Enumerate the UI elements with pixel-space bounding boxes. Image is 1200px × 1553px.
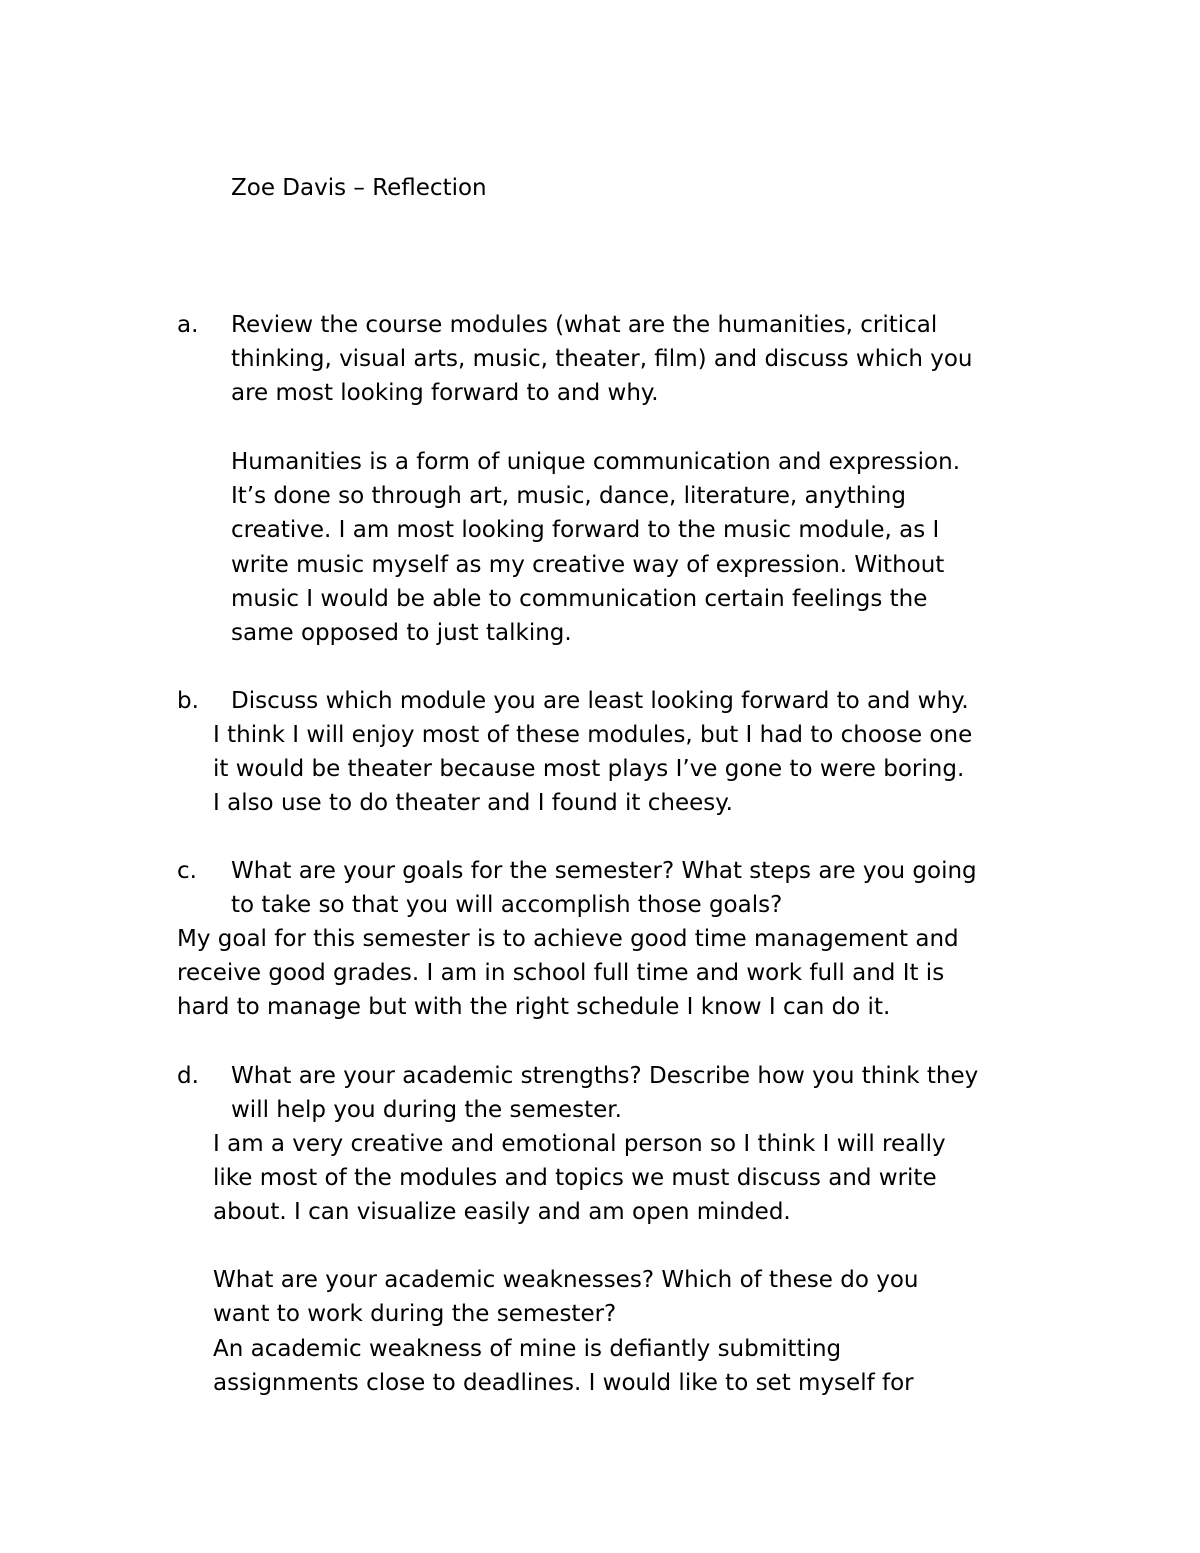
section-d-marker: d. (177, 1063, 199, 1089)
question-line: What are your academic strengths? Describe how you think they (231, 1063, 979, 1089)
answer-line: same opposed to just talking. (231, 620, 572, 647)
section-c-answer (177, 922, 959, 1025)
answer-line: it would be theater because most plays I’ve gone to were boring. (213, 756, 965, 783)
document-title: Zoe Davis – Reflection (231, 175, 487, 201)
section-d-followup-question (213, 1263, 919, 1331)
answer-line: about. I can visualize easily and am open minded. (213, 1199, 791, 1226)
answer-line: assignments close to deadlines. I would like to set myself for (213, 1370, 914, 1397)
section-a-marker: a. (177, 312, 199, 338)
question-line: Discuss which module you are least looking forward to and why. (231, 688, 969, 714)
answer-line: I think I will enjoy most of these modules, but I had to choose one (213, 722, 973, 748)
answer-line: It’s done so through art, music, dance, literature, anything (231, 483, 906, 510)
section-b-question (231, 684, 969, 718)
section-b-marker: b. (177, 688, 199, 714)
answer-line: hard to manage but with the right schedule I know I can do it. (177, 994, 891, 1021)
question-line: thinking, visual arts, music, theater, film) and discuss which you (231, 346, 973, 373)
question-line: are most looking forward to and why. (231, 380, 659, 407)
section-b-answer (213, 718, 972, 821)
answer-line: creative. I am most looking forward to the music module, as I (231, 517, 940, 544)
section-d-question (231, 1059, 978, 1127)
answer-line: My goal for this semester is to achieve good time management and (177, 926, 959, 952)
section-a-answer (231, 445, 960, 650)
section-a-question (231, 308, 973, 411)
question-line: will help you during the semester. (231, 1097, 622, 1124)
answer-line: write music myself as my creative way of expression. Without (231, 551, 945, 578)
question-line: to take so that you will accomplish those goals? (231, 892, 783, 919)
question-line: want to work during the semester? (213, 1301, 617, 1328)
question-line: What are your academic weaknesses? Which of these do you (213, 1267, 919, 1293)
answer-line: I am a very creative and emotional person so I think I will really (213, 1131, 946, 1157)
answer-line: receive good grades. I am in school full time and work full and It is (177, 960, 945, 987)
answer-line: I also use to do theater and I found it cheesy. (213, 790, 733, 817)
question-line: Review the course modules (what are the humanities, critical (231, 312, 938, 338)
answer-line: music I would be able to communication certain feelings the (231, 585, 928, 612)
question-line: What are your goals for the semester? What steps are you going (231, 858, 977, 884)
section-d-answer (213, 1127, 946, 1230)
answer-line: like most of the modules and topics we must discuss and write (213, 1165, 937, 1192)
answer-line: An academic weakness of mine is defiantly submitting (213, 1336, 842, 1362)
answer-line: Humanities is a form of unique communication and expression. (231, 449, 961, 475)
section-c-question (231, 854, 977, 922)
section-c-marker: c. (177, 858, 197, 884)
section-d-followup-answer (213, 1332, 914, 1400)
